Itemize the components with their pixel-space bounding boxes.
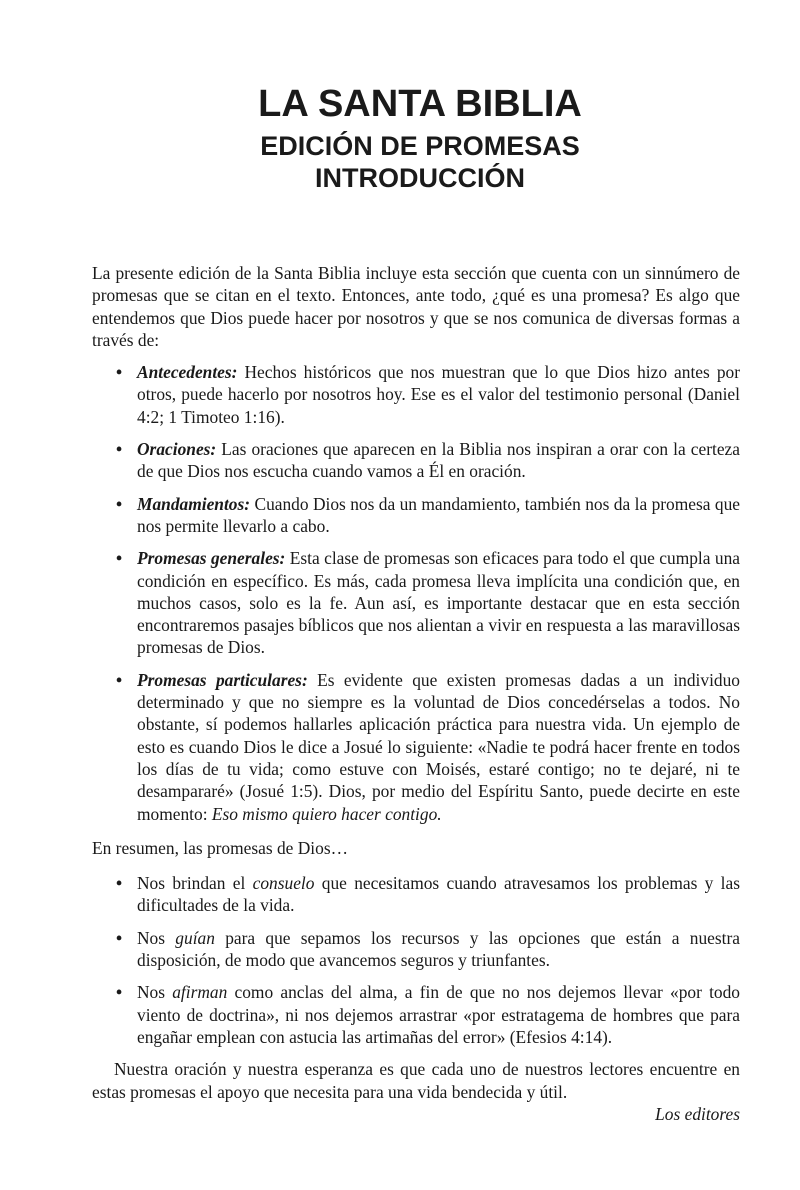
item-text: Esta clase de promesas son eficaces para todo el que cumpla una condición en específico. Es más, cada promesa lleva implícita una condición que, en muchos casos, solo es la fe. Aun así, es importante destacar que en esta sección encontraremos pasajes bíblicos que nos alientan a vivir en respuesta a las maravillosas promesas de Dios. [137, 548, 741, 658]
item-text: como anclas del alma, a fin de que no nos dejemos llevar «por todo viento de doctrina», ni nos dejemos arrastrar «por estratagema de hombres que para engañar emplean con astucia las artimañas del error» (Efesios 4:14). [137, 982, 741, 1047]
signature: Los editores [655, 1103, 740, 1124]
document-body [92, 262, 740, 1125]
bullet-icon: • [116, 927, 123, 948]
bullet-icon: • [116, 362, 123, 383]
item-emphasis: guían [175, 927, 215, 948]
closing-paragraph: Nuestra oración y nuestra esperanza es que cada uno de nuestros lectores encuentre en estas promesas el apoyo que necesita para una vida bendecida y útil. [92, 1059, 740, 1102]
bullet-icon: • [116, 873, 123, 894]
intro-paragraph: La presente edición de la Santa Biblia incluye esta sección que cuenta con un sinnúmero de promesas que se citan en el texto. Entonces, ante todo, ¿qué es una promesa? Es algo que entendemos que Dios puede hacer por nosotros y que se nos comunica de diversas formas a través de: [92, 263, 740, 350]
item-text: Nos brindan el [137, 873, 253, 894]
bullet-icon: • [116, 669, 123, 690]
section-heading: INTRODUCCIÓN [315, 163, 525, 193]
list-item [92, 547, 740, 658]
promise-types-list [92, 361, 740, 825]
list-item [92, 981, 740, 1048]
title-block [0, 82, 800, 194]
item-term: Mandamientos: [137, 493, 251, 514]
item-term: Promesas particulares: [137, 669, 308, 690]
item-term: Oraciones: [137, 439, 217, 460]
page-title: LA SANTA BIBLIA [258, 83, 582, 125]
item-text: para que sepamos los recursos y las opciones que están a nuestra disposición, de modo que avancemos seguros y triunfantes. [137, 927, 740, 971]
summary-intro: En resumen, las promesas de Dios… [92, 837, 348, 858]
bullet-icon: • [116, 548, 123, 569]
list-item [92, 493, 740, 538]
item-text: Las oraciones que aparecen en la Biblia nos inspiran a orar con la certeza de que Dios nos escucha cuando vamos a Él en oración. [137, 439, 740, 482]
item-text: Nos [137, 927, 176, 948]
list-item [92, 927, 740, 972]
list-item [92, 872, 740, 917]
bullet-icon: • [116, 493, 123, 514]
bullet-icon: • [116, 982, 123, 1003]
summary-list [92, 872, 740, 1048]
item-text: Cuando Dios nos da un mandamiento, también nos da la promesa que nos permite llevarlo a cabo. [137, 493, 740, 536]
item-emphasis: afirman [172, 982, 228, 1003]
list-item [92, 361, 740, 428]
item-emphasis: Eso mismo quiero hacer contigo. [211, 803, 442, 824]
bullet-icon: • [116, 439, 123, 460]
page-subtitle: EDICIÓN DE PROMESAS [260, 131, 580, 161]
item-text: Hechos históricos que nos muestran que lo que Dios hizo antes por otros, puede hacerlo por nosotros hoy. Ese es el valor del testimonio personal (Daniel 4:2; 1 Timoteo 1:16). [137, 362, 740, 427]
item-text: que necesitamos cuando atravesamos los problemas y las dificultades de la vida. [137, 873, 740, 916]
list-item [92, 669, 740, 825]
list-item [92, 438, 740, 483]
item-text: Es evidente que existen promesas dadas a un individuo determinado y que no siempre es la voluntad de Dios concedérselas a todos. No obstante, sí podemos hallarles aplicación práctica para nuestra vida. Un ejemplo de esto es cuando Dios le dice a Josué lo siguiente: «Nadie te podrá hacer frente en todos los días de tu vida; como estuve con Moisés, estaré contigo; no te dejaré, ni te desampararé» (Josué 1:5). Dios, por medio del Espíritu Santo, puede decirte en este momento: [137, 669, 740, 824]
item-term: Antecedentes: [137, 362, 238, 383]
item-emphasis: consuelo [252, 873, 315, 894]
item-term: Promesas generales: [137, 548, 286, 569]
item-text: Nos [137, 982, 173, 1003]
